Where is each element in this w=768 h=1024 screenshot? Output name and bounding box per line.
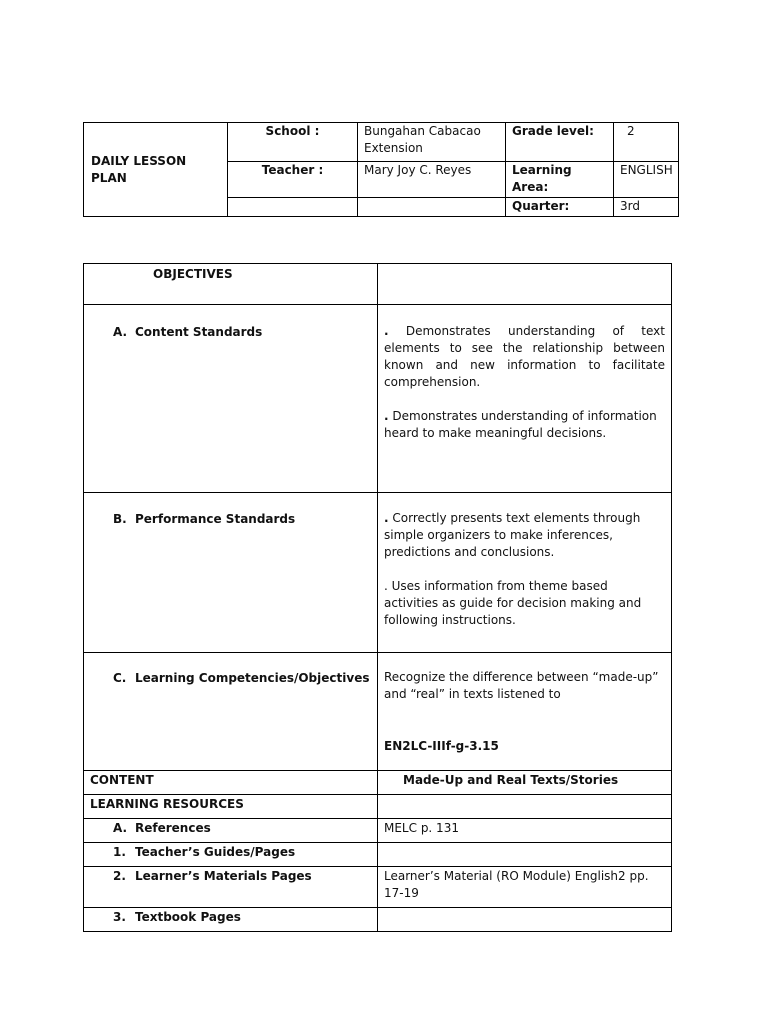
quarter-label: Quarter: [506,198,614,217]
empty-cell [358,198,506,217]
textbook-pages-value [378,908,672,932]
header-table [83,122,679,217]
school-label: School : [228,123,358,162]
content-value: Made-Up and Real Texts/Stories [378,771,672,795]
spacer [384,703,665,738]
textbook-pages-text: Textbook Pages [135,910,241,924]
references-label [84,819,378,843]
competency-text: Recognize the difference between “made-up” and “real” in texts listened to [384,670,659,701]
performance-standards-marker: B. [113,512,127,526]
competencies-label [84,653,378,771]
competency-code: EN2LC-IIIf-g-3.15 [384,739,499,753]
spacer [384,561,665,578]
area-label: Learning Area: [506,162,614,198]
bullet: . [384,409,389,423]
learners-materials-value: Learner’s Material (RO Module) English2 pp. 17-19 [378,867,672,908]
performance-standard-2: . Uses information from theme based activities as guide for decision making and following instructions. [384,579,642,627]
content-standards-label [84,305,378,493]
competencies-value [378,653,672,771]
empty-cell [378,264,672,305]
competencies-marker: C. [113,671,127,685]
school-value-line2: Extension [364,141,423,155]
teachers-guides-marker: 1. [113,845,126,859]
competencies-text: Learning Competencies/Objectives [135,671,370,685]
performance-standard-1 [384,510,665,561]
grade-label: Grade level: [506,123,614,162]
performance-standards-value [378,493,672,653]
spacer [384,391,665,408]
grade-value: 2 [614,123,679,162]
school-value-line1: Bungahan Cabacao [364,124,481,138]
references-value: MELC p. 131 [378,819,672,843]
references-marker: A. [113,821,128,835]
learners-materials-text: Learner’s Materials Pages [135,869,312,883]
empty-cell [228,198,358,217]
bullet: . [384,511,389,525]
content-standards-marker: A. [113,325,128,339]
references-text: References [135,821,211,835]
school-value [358,123,506,162]
learners-materials-label [84,867,378,908]
teachers-guides-label [84,843,378,867]
teachers-guides-text: Teacher’s Guides/Pages [135,845,296,859]
content-label: CONTENT [84,771,378,795]
content-standard-1 [384,323,665,391]
teachers-guides-value [378,843,672,867]
empty-cell [378,795,672,819]
teacher-label: Teacher : [228,162,358,198]
dlp-title: DAILY LESSON PLAN [84,123,228,217]
teacher-value: Mary Joy C. Reyes [358,162,506,198]
content-standard-2-text: Demonstrates understanding of information heard to make meaningful decisions. [384,409,657,440]
textbook-pages-label [84,908,378,932]
performance-standards-label [84,493,378,653]
content-standard-2 [384,408,665,442]
textbook-pages-marker: 3. [113,910,126,924]
quarter-value: 3rd [614,198,679,217]
area-value: ENGLISH [614,162,679,198]
content-standard-1-text: Demonstrates understanding of text elements to see the relationship between known and new information to facilitate comprehension. [384,324,665,389]
content-standards-value [378,305,672,493]
plan-table [83,263,672,932]
content-standards-text: Content Standards [135,325,263,339]
learning-resources-label: LEARNING RESOURCES [84,795,378,819]
learners-materials-marker: 2. [113,869,126,883]
performance-standard-1-text: Correctly presents text elements through simple organizers to make inferences, predictions and conclusions. [384,511,641,559]
bullet: . [384,324,389,338]
performance-standards-text: Performance Standards [135,512,296,526]
objectives-heading: OBJECTIVES [84,264,378,305]
